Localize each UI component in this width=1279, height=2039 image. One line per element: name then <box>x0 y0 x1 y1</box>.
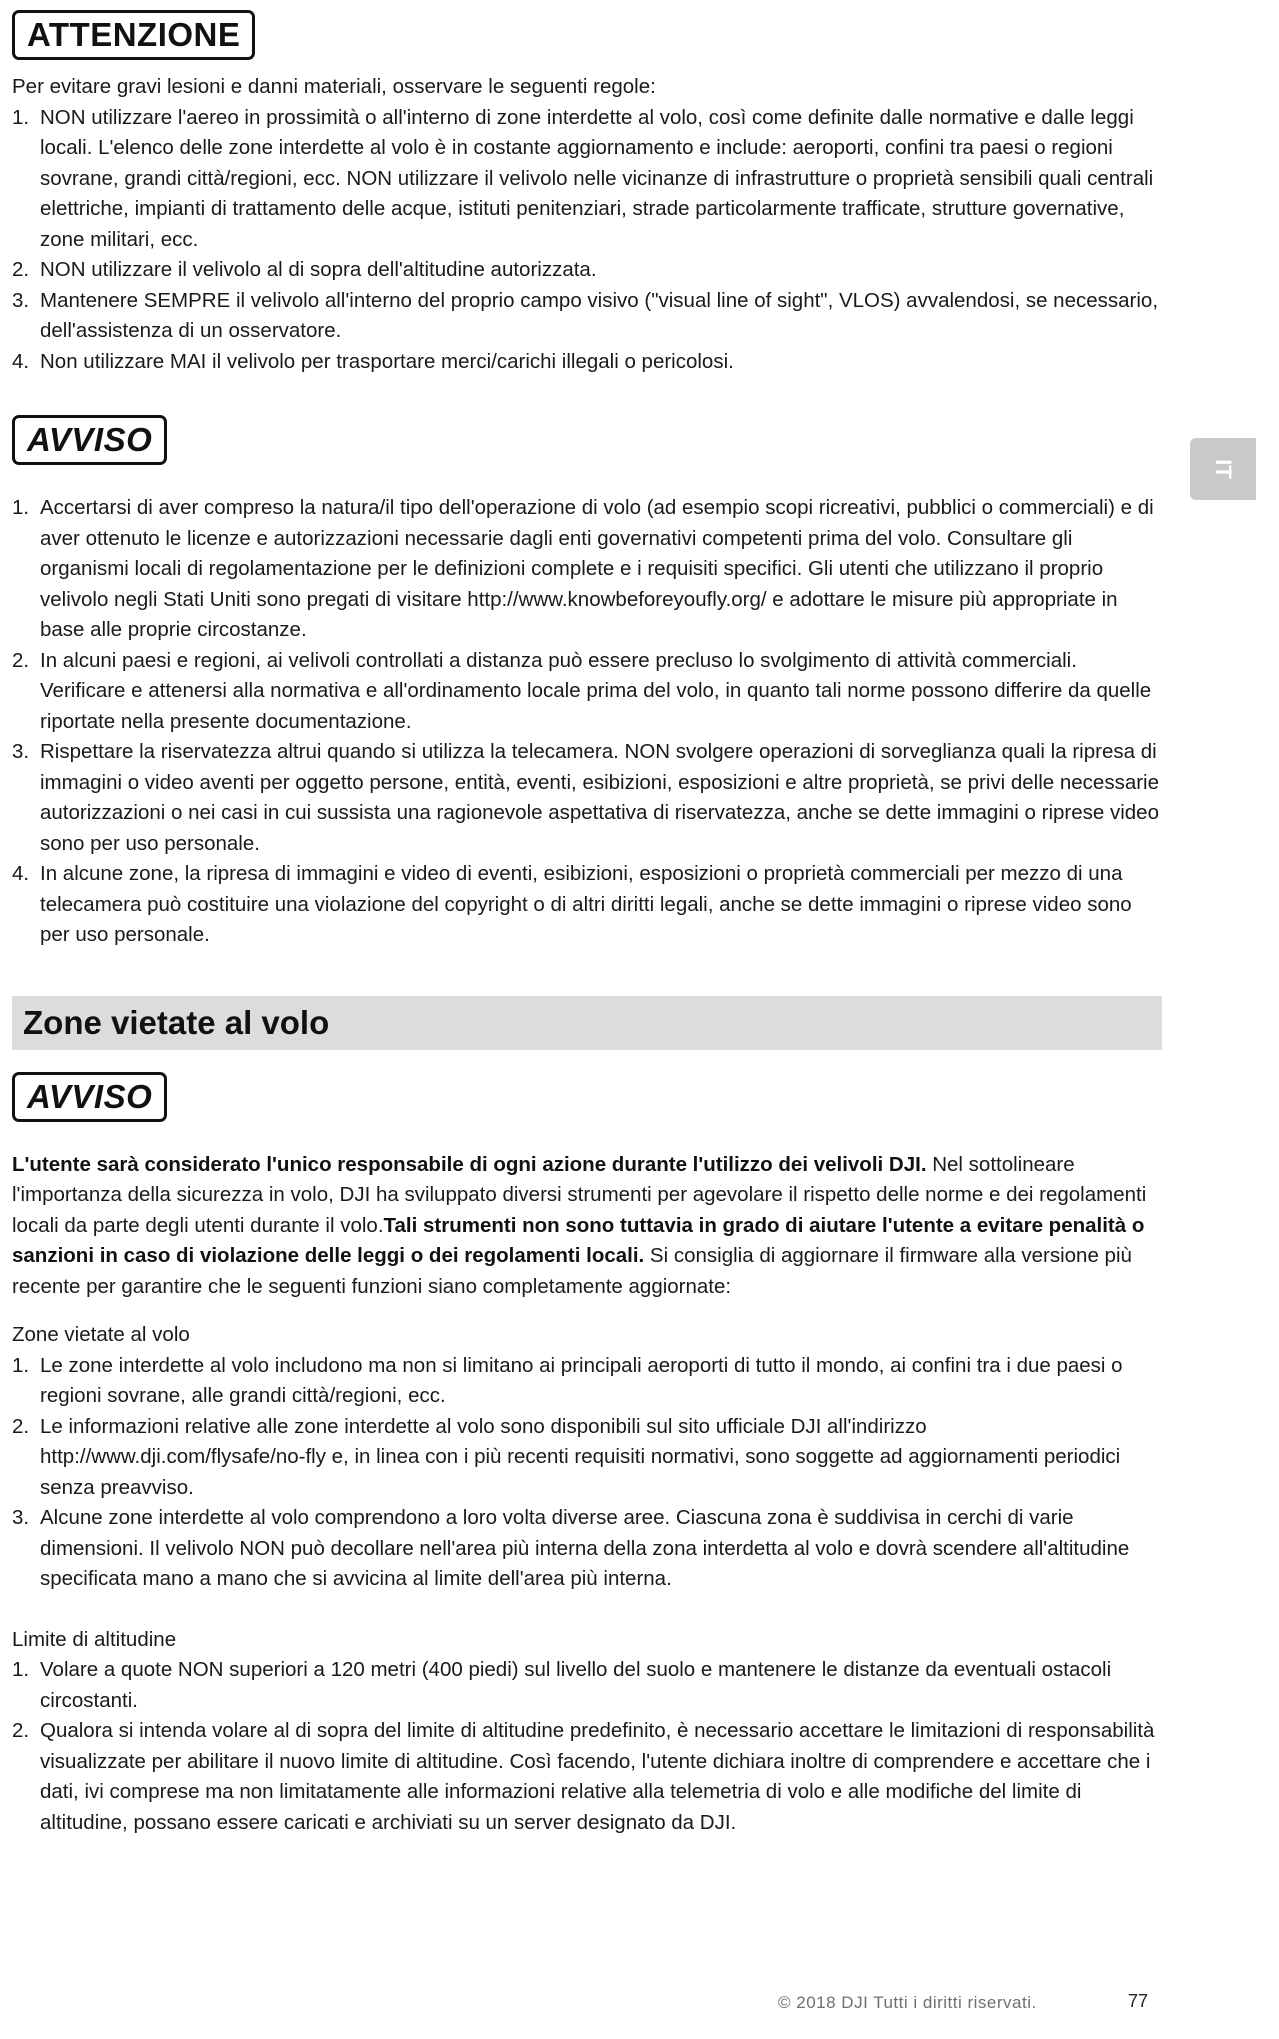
section-title: Zone vietate al volo <box>23 1003 330 1041</box>
list-item: 4. In alcune zone, la ripresa di immagini e video di eventi, esibizioni, esposizioni o proprietà commerciali per mezzo di una telecamera può costituire una violazione del copyright o di altri diritti legali, anche se dette immagini o riprese video sono per uso personale. <box>12 862 1132 946</box>
warning-list <box>12 103 1162 378</box>
list-item: 4. Non utilizzare MAI il velivolo per trasportare merci/carichi illegali o pericolosi. <box>12 349 734 373</box>
nofly-heading: Zone vietate al volo <box>12 1323 190 1346</box>
warning-section <box>12 10 1162 377</box>
list-item: 1. Volare a quote NON superiori a 120 metri (400 piedi) sul livello del suolo e mantenere le distanze da eventuali ostacoli circostanti. <box>12 1658 1112 1712</box>
list-item: 1. Accertarsi di aver compreso la natura/il tipo dell'operazione di volo (ad esempio scopi ricreativi, pubblici o commerciali) e di aver ottenuto le licenze e autorizzazioni necessarie dagli enti governativi competenti prima del volo. Consultare gli organismi locali di regolamentazione per le definizioni complete e i requisiti specifici. Gli utenti che utilizzano il proprio velivolo negli Stati Uniti sono pregati di visitare http://www.knowbeforeyoufly.org/ e adottare le misure più appropriate in base alle proprie circostanze. <box>12 496 1154 641</box>
list-item: 2. NON utilizzare il velivolo al di sopra dell'altitudine autorizzata. <box>12 258 597 281</box>
list-item: 3. Alcune zone interdette al volo comprendono a loro volta diverse aree. Ciascuna zona è suddivisa in cerchi di varie dimensioni. Il velivolo NON può decollare nell'area più interna della zona interdetta al volo e dovrà scendere all'altitudine specificata mano a mano che si avvicina al limite dell'area più interna. <box>12 1506 1130 1590</box>
list-item: 2. Le informazioni relative alle zone interdette al volo sono disponibili sul sito ufficiale DJI all'indirizzo http://www.dji.com/flysafe/no-fly e, in linea con i più recenti requisiti normativi, sono soggette ad aggiornamenti periodici senza preavviso. <box>12 1414 1121 1499</box>
notice-badge-2: AVVISO <box>12 1072 167 1122</box>
list-item: 3. Rispettare la riservatezza altrui quando si utilizza la telecamera. NON svolgere operazioni di sorveglianza quali la ripresa di immagini o video aventi per oggetto persone, entità, eventi, esibizioni, esposizioni e altre proprietà, se privi delle necessarie autorizzazioni o nei casi in cui sussista una ragionevole aspettativa di riservatezza, anche se dette immagini o riprese video sono per uso personale. <box>12 740 1160 855</box>
notice-section <box>12 415 1162 951</box>
page-content <box>12 10 1162 1838</box>
language-tab <box>1190 438 1256 500</box>
altitude-list <box>12 1655 1162 1838</box>
page-number: 77 <box>1128 1991 1149 2011</box>
notice-badge: AVVISO <box>12 415 167 465</box>
copyright-footer: © 2018 DJI Tutti i diritti riservati. <box>778 1993 1037 2012</box>
notice-section-2 <box>12 1072 1162 1839</box>
warning-intro: Per evitare gravi lesioni e danni materiali, osservare le seguenti regole: <box>12 75 656 98</box>
list-item: 2. In alcuni paesi e regioni, ai velivoli controllati a distanza può essere precluso lo svolgimento di attività commerciali. Verificare e attenersi alla normativa e all'ordinamento locale prima del volo, in quanto tali norme possono differire da quelle riportate nella presente documentazione. <box>12 648 1152 733</box>
nofly-list <box>12 1351 1162 1595</box>
notice-list <box>12 493 1162 951</box>
section-heading-bar <box>12 996 1162 1050</box>
list-item: 1. NON utilizzare l'aereo in prossimità o all'interno di zone interdette al volo, così come definite dalle normative e dalle leggi locali. L'elenco delle zone interdette al volo è in costante aggiornamento e include: aeroporti, confini tra paesi o regioni sovrane, grandi città/regioni, ecc. NON utilizzare il velivolo nelle vicinanze di infrastrutture o proprietà sensibili quali centrali elettriche, impianti di trattamento delle acque, istituti penitenziari, strade particolarmente trafficate, strutture governative, zone militari, ecc. <box>12 105 1154 251</box>
list-item: 2. Qualora si intenda volare al di sopra del limite di altitudine predefinito, è necessario accettare le limitazioni di responsabilità visualizzate per abilitare il nuovo limite di altitudine. Così facendo, l'utente dichiara inoltre di comprendere e accettare che i dati, ivi comprese ma non limitatamente alle informazioni relative alla telemetria di volo e alle modifiche del limite di altitudine, possano essere caricati e archiviati su un server designato da DJI. <box>12 1719 1155 1834</box>
language-tab-label: IT <box>1211 459 1236 479</box>
list-item: 1. Le zone interdette al volo includono ma non si limitano ai principali aeroporti di tutto il mondo, ai confini tra i due paesi o regioni sovrane, alle grandi città/regioni, ecc. <box>12 1353 1123 1407</box>
list-item: 3. Mantenere SEMPRE il velivolo all'interno del proprio campo visivo ("visual line of sight", VLOS) avvalendosi, se necessario, dell'assistenza di un osservatore. <box>12 288 1159 342</box>
responsibility-paragraph: L'utente sarà considerato l'unico responsabile di ogni azione durante l'utilizzo dei velivoli DJI. Nel sottolineare l'importanza della sicurezza in volo, DJI ha sviluppato diversi strumenti per agevolare il rispetto delle norme e dei regolamenti locali da parte degli utenti durante il volo.Tali strumenti non sono tuttavia in grado di aiutare l'utente a evitare penalità o sanzioni in caso di violazione delle leggi o dei regolamenti locali. Si consiglia di aggiornare il firmware alla versione più recente per garantire che le seguenti funzioni siano completamente aggiornate: <box>12 1152 1147 1298</box>
altitude-heading: Limite di altitudine <box>12 1627 177 1651</box>
warning-badge: ATTENZIONE <box>12 10 255 60</box>
